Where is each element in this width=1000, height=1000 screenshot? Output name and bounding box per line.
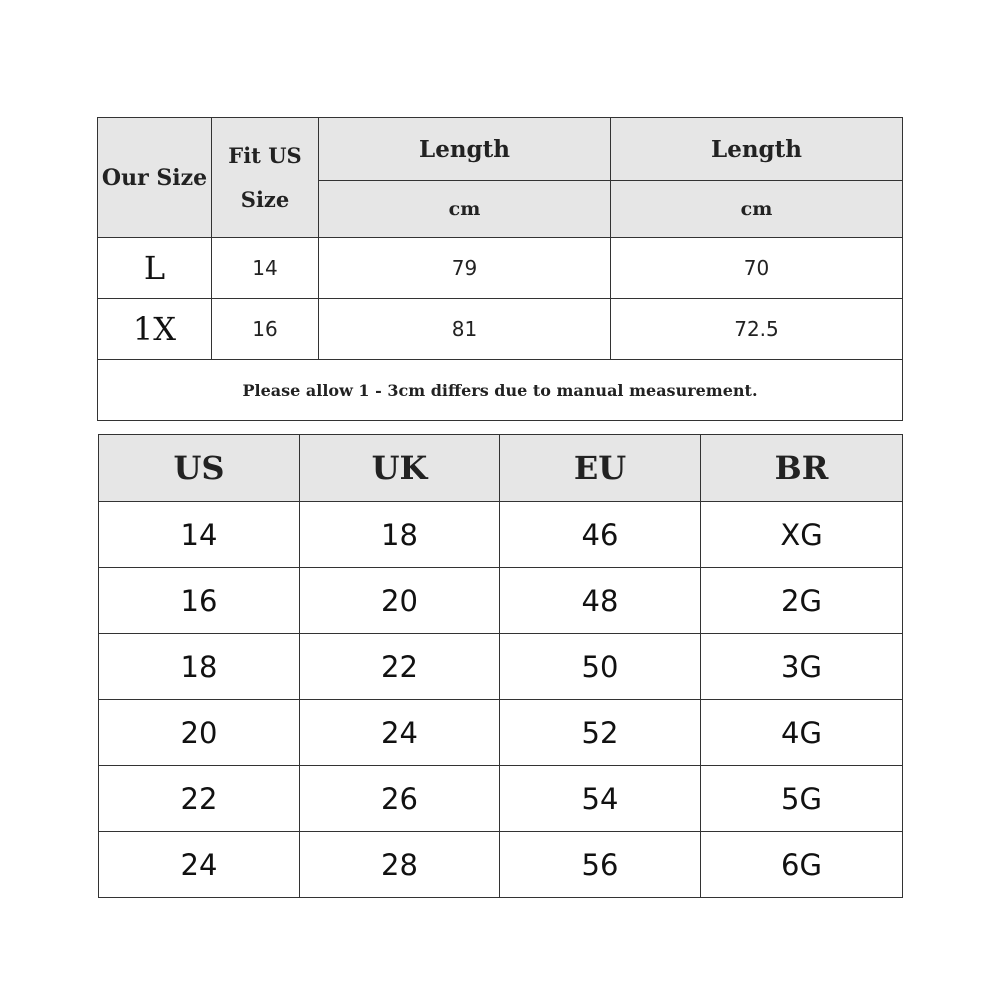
cell-br: 3G [701, 634, 903, 700]
size-row-length-2: 72.5 [611, 299, 903, 360]
header-br: BR [701, 435, 903, 502]
table-row [99, 634, 903, 700]
header-our-size: Our Size [98, 118, 212, 238]
cell-uk: 20 [300, 568, 500, 634]
header-eu: EU [500, 435, 701, 502]
header-fit-us-size [212, 118, 319, 238]
cell-uk: 24 [300, 700, 500, 766]
header-unit-1: cm [319, 181, 611, 238]
cell-br: 6G [701, 832, 903, 898]
cell-us: 14 [99, 502, 300, 568]
cell-us: 24 [99, 832, 300, 898]
cell-br: 2G [701, 568, 903, 634]
size-row-fit-us: 14 [212, 238, 319, 299]
cell-uk: 18 [300, 502, 500, 568]
cell-eu: 46 [500, 502, 701, 568]
size-row-our-size: L [98, 238, 212, 299]
header-unit-2: cm [611, 181, 903, 238]
cell-eu: 50 [500, 634, 701, 700]
cell-us: 20 [99, 700, 300, 766]
cell-eu: 52 [500, 700, 701, 766]
header-length-2: Length [611, 118, 903, 181]
table-row [99, 832, 903, 898]
table-row [99, 700, 903, 766]
cell-uk: 28 [300, 832, 500, 898]
cell-eu: 56 [500, 832, 701, 898]
size-row-our-size: 1X [98, 299, 212, 360]
size-conversion-table [98, 434, 903, 898]
size-row-length-1: 79 [319, 238, 611, 299]
size-row-length-1: 81 [319, 299, 611, 360]
size-chart-table [97, 117, 903, 421]
cell-us: 22 [99, 766, 300, 832]
cell-us: 18 [99, 634, 300, 700]
size-row-length-2: 70 [611, 238, 903, 299]
table-row [99, 568, 903, 634]
conversion-header-row [99, 435, 903, 502]
size-row [98, 238, 903, 299]
header-us: US [99, 435, 300, 502]
cell-br: 5G [701, 766, 903, 832]
size-row-fit-us: 16 [212, 299, 319, 360]
header-fit-us-size-line1: Fit US [228, 142, 302, 168]
header-fit-us-size-line2: Size [240, 186, 290, 212]
table-row [99, 766, 903, 832]
cell-eu: 48 [500, 568, 701, 634]
table-row [99, 502, 903, 568]
measurement-note: Please allow 1 - 3cm differs due to manual measurement. [98, 360, 903, 421]
cell-uk: 22 [300, 634, 500, 700]
size-row [98, 299, 903, 360]
cell-br: XG [701, 502, 903, 568]
cell-eu: 54 [500, 766, 701, 832]
cell-us: 16 [99, 568, 300, 634]
header-uk: UK [300, 435, 500, 502]
header-length-1: Length [319, 118, 611, 181]
cell-uk: 26 [300, 766, 500, 832]
cell-br: 4G [701, 700, 903, 766]
